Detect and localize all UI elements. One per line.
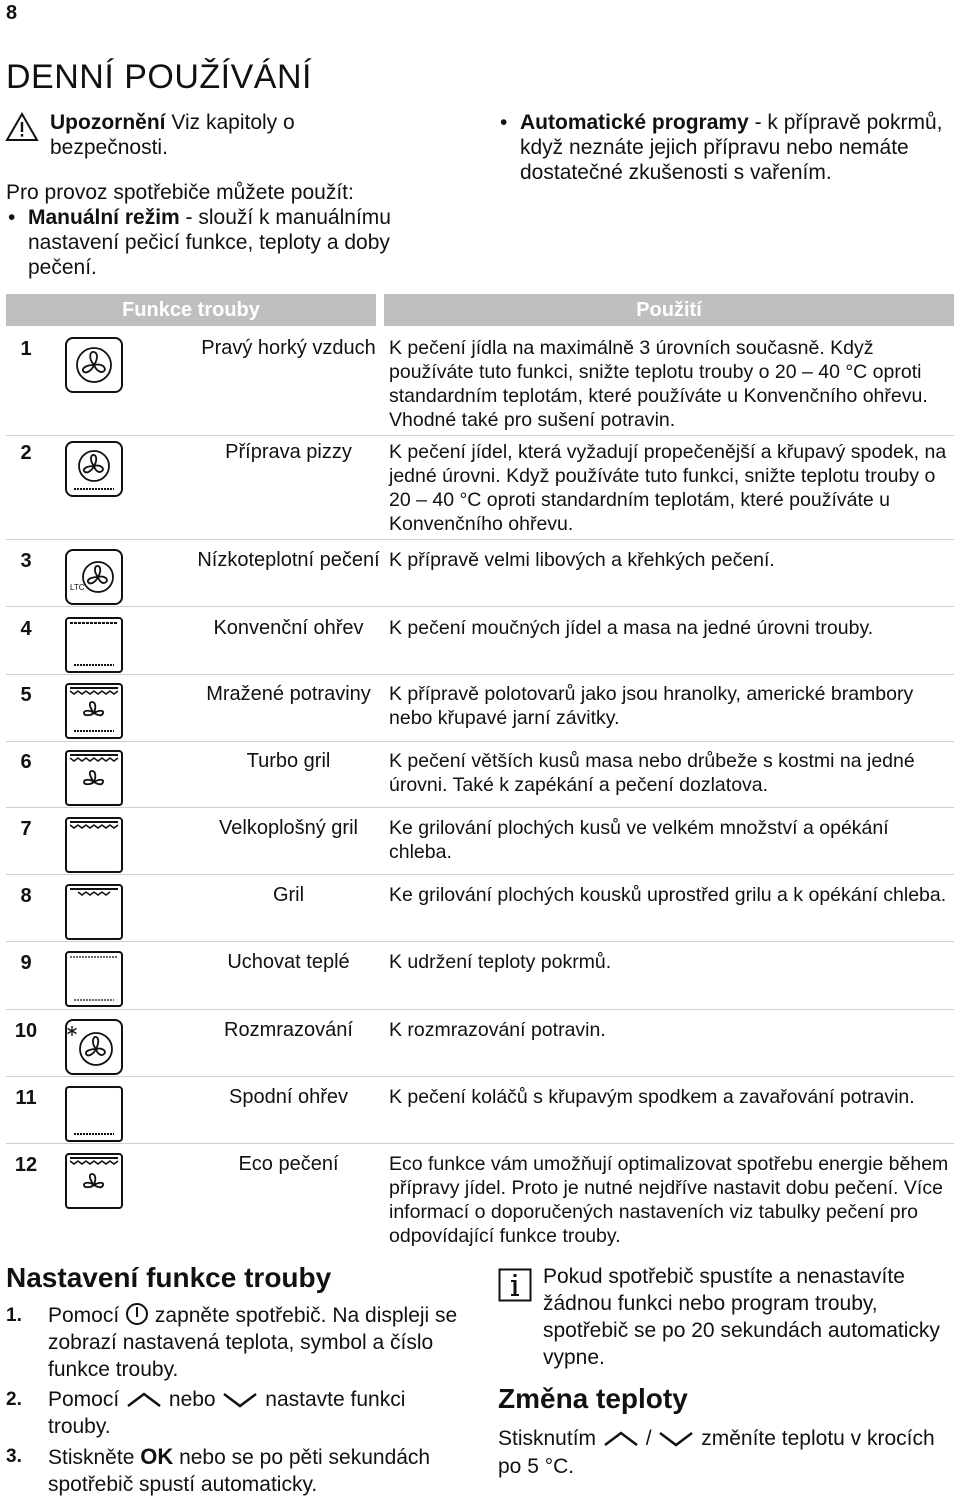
table-row <box>6 749 954 805</box>
turbo-grilling-icon <box>64 749 124 807</box>
intro-text: Pro provoz spotřebiče můžete použít: <box>6 181 354 204</box>
chevron-up-icon <box>125 1390 163 1410</box>
temperature-heading: Změna teploty <box>498 1383 688 1414</box>
temperature-section <box>498 1383 948 1481</box>
row-number: 6 <box>20 751 32 773</box>
function-use: Ke grilování plochých kousků uprostřed grilu a k opékání chleba. <box>389 884 947 906</box>
function-use: K pečení moučných jídel a masa na jedné úrovni trouby. <box>389 617 874 639</box>
warning-text: Viz kapitoly o bezpečnosti. <box>50 111 295 159</box>
table-row <box>6 682 954 738</box>
table-row <box>6 816 954 872</box>
table-row <box>6 1085 954 1141</box>
warning-icon <box>5 112 39 142</box>
grilling-icon <box>64 883 124 941</box>
temperature-slash: / <box>645 1427 652 1450</box>
warning-label: Upozornění <box>50 111 166 134</box>
function-name: Příprava pizzy <box>225 441 352 463</box>
table-row <box>6 548 954 604</box>
row-number: 10 <box>14 1020 38 1042</box>
step-text: Pomocí <box>48 1304 120 1327</box>
frozen-foods-icon <box>64 682 124 740</box>
row-number: 2 <box>20 442 32 464</box>
low-temperature-cooking-icon <box>64 548 124 606</box>
row-divider <box>6 606 954 607</box>
page-number: 8 <box>6 2 18 24</box>
function-use: Ke grilování plochých kusů ve velkém množství a opékání chleba. <box>389 817 889 863</box>
function-name: Mražené potraviny <box>206 683 371 705</box>
true-fan-cooking-icon <box>64 336 124 394</box>
function-use: K přípravě velmi libových a křehkých pečení. <box>389 549 775 571</box>
ltc-label: LTC <box>70 583 85 592</box>
mode-manual-title: Manuální režim <box>28 206 180 229</box>
step-2 <box>6 1386 466 1440</box>
row-number: 5 <box>20 684 32 706</box>
step-number: 2. <box>6 1389 22 1410</box>
fast-grilling-icon <box>64 816 124 874</box>
mode-list-right <box>498 110 948 185</box>
temperature-text-a: Stisknutím <box>498 1427 597 1450</box>
row-divider <box>6 539 954 540</box>
step-3 <box>6 1443 466 1498</box>
pizza-setting-icon <box>64 440 124 498</box>
mode-auto-text: - k přípravě pokrmů, když neznáte jejich přípravu nebo nemáte dostatečné zkušenosti s vařením. <box>520 111 943 184</box>
temperature-text <box>498 1425 948 1481</box>
temperature-text-b: změníte teplotu v krocích po 5 °C. <box>498 1427 935 1478</box>
step-number: 3. <box>6 1446 22 1467</box>
table-row <box>6 883 954 939</box>
function-name: Velkoplošný gril <box>219 817 358 839</box>
mode-manual <box>6 205 456 280</box>
function-use: K přípravě polotovarů jako jsou hranolky, americké brambory nebo křupavé jarní závitky. <box>389 683 914 729</box>
function-use: K pečení koláčů s křupavým spodkem a zavařování potravin. <box>389 1086 915 1108</box>
function-name: Uchovat teplé <box>227 951 350 973</box>
row-number: 8 <box>20 885 32 907</box>
row-divider <box>6 807 954 808</box>
table-row <box>6 440 954 536</box>
table-row <box>6 616 954 672</box>
function-use: K rozmrazování potravin. <box>389 1019 606 1041</box>
function-use: K udržení teploty pokrmů. <box>389 951 612 973</box>
row-divider <box>6 674 954 675</box>
row-number: 9 <box>20 952 32 974</box>
conventional-cooking-icon <box>64 616 124 674</box>
table-row <box>6 1152 954 1248</box>
row-number: 11 <box>15 1087 37 1109</box>
function-name: Pravý horký vzduch <box>201 337 376 359</box>
row-number: 7 <box>20 818 32 840</box>
function-use: K pečení větších kusů masa nebo drůbeže s kostmi na jedné úrovni. Také k zapékání a pečení dozlatova. <box>389 750 915 796</box>
function-name: Konvenční ohřev <box>213 617 364 639</box>
mode-auto <box>498 110 948 185</box>
step-text: Pomocí <box>48 1388 120 1411</box>
row-divider <box>6 1076 954 1077</box>
row-divider <box>6 874 954 875</box>
mode-list-left <box>6 205 456 280</box>
step-text: nebo se po pěti sekundách spotřebič spustí automaticky. <box>48 1446 431 1496</box>
mode-manual-text: - slouží k manuálnímu nastavení pečicí funkce, teploty a doby pečení. <box>28 206 391 279</box>
table-row <box>6 1018 954 1074</box>
mode-auto-title: Automatické programy <box>520 111 749 134</box>
row-divider <box>6 741 954 742</box>
function-name: Eco pečení <box>238 1153 339 1175</box>
row-number: 1 <box>20 338 32 360</box>
function-name: Rozmrazování <box>224 1019 353 1041</box>
power-icon <box>125 1302 149 1326</box>
info-icon <box>498 1268 532 1302</box>
table-header-use: Použití <box>384 294 954 326</box>
row-number: 4 <box>20 618 32 640</box>
row-number: 12 <box>14 1154 38 1176</box>
function-use: K pečení jídel, která vyžadují propečenější a křupavý spodek, na jedné úrovni. Když používáte tuto funkci, snižte teplotu trouby o 20 – 40 °C oproti standardním teplotám, které používáte u Konvenčního ohřevu. <box>389 441 947 535</box>
table-row <box>6 336 954 432</box>
row-divider <box>6 1143 954 1144</box>
chevron-down-icon <box>221 1390 259 1410</box>
eco-cooking-icon <box>64 1152 124 1210</box>
table-row <box>6 950 954 1006</box>
bottom-heat-icon <box>64 1085 124 1143</box>
defrost-icon <box>64 1018 124 1076</box>
step-number: 1. <box>6 1305 22 1326</box>
warning-note <box>50 110 350 160</box>
step-1 <box>6 1302 466 1383</box>
function-name: Spodní ohřev <box>229 1086 348 1108</box>
function-name: Turbo gril <box>246 750 331 772</box>
step-text: nastavte funkci trouby. <box>48 1388 406 1438</box>
row-divider <box>6 941 954 942</box>
setting-heading: Nastavení funkce trouby <box>6 1262 332 1293</box>
setting-section <box>6 1262 466 1501</box>
row-number: 3 <box>20 550 32 572</box>
row-divider <box>6 435 954 436</box>
page-title: DENNÍ POUŽÍVÁNÍ <box>6 58 312 96</box>
info-note: Pokud spotřebič spustíte a nenastavíte žádnou funkci nebo program trouby, spotřebič se po 20 sekundách automaticky vypne. <box>543 1265 940 1369</box>
step-text: Stiskněte <box>48 1446 135 1469</box>
function-name: Nízkoteplotní pečení <box>197 549 380 571</box>
chevron-down-icon <box>657 1429 695 1449</box>
ok-button-symbol: OK <box>140 1444 174 1469</box>
function-use: K pečení jídla na maximálně 3 úrovních současně. Když používáte tuto funkci, snižte teplotu trouby o 20 – 40 °C oproti standardním teplotám, které používáte u Konvenčního ohřevu. Vhodné také pro sušení potravin. <box>389 337 928 431</box>
keep-warm-icon <box>64 950 124 1008</box>
function-name: Gril <box>272 884 305 906</box>
table-header-function: Funkce trouby <box>6 294 376 326</box>
chevron-up-icon <box>602 1429 640 1449</box>
step-text: zapněte spotřebič. Na displeji se zobrazí nastavená teplota, symbol a číslo funkce trouby. <box>48 1304 458 1381</box>
function-use: Eco funkce vám umožňují optimalizovat spotřebu energie během přípravy jídel. Proto je nutné nejdříve nastavit dobu pečení. Více informací o doporučených nastaveních viz tabulky pečení pro odpovídající funkce trouby. <box>389 1153 949 1247</box>
step-text: nebo <box>168 1388 216 1411</box>
row-divider <box>6 1009 954 1010</box>
